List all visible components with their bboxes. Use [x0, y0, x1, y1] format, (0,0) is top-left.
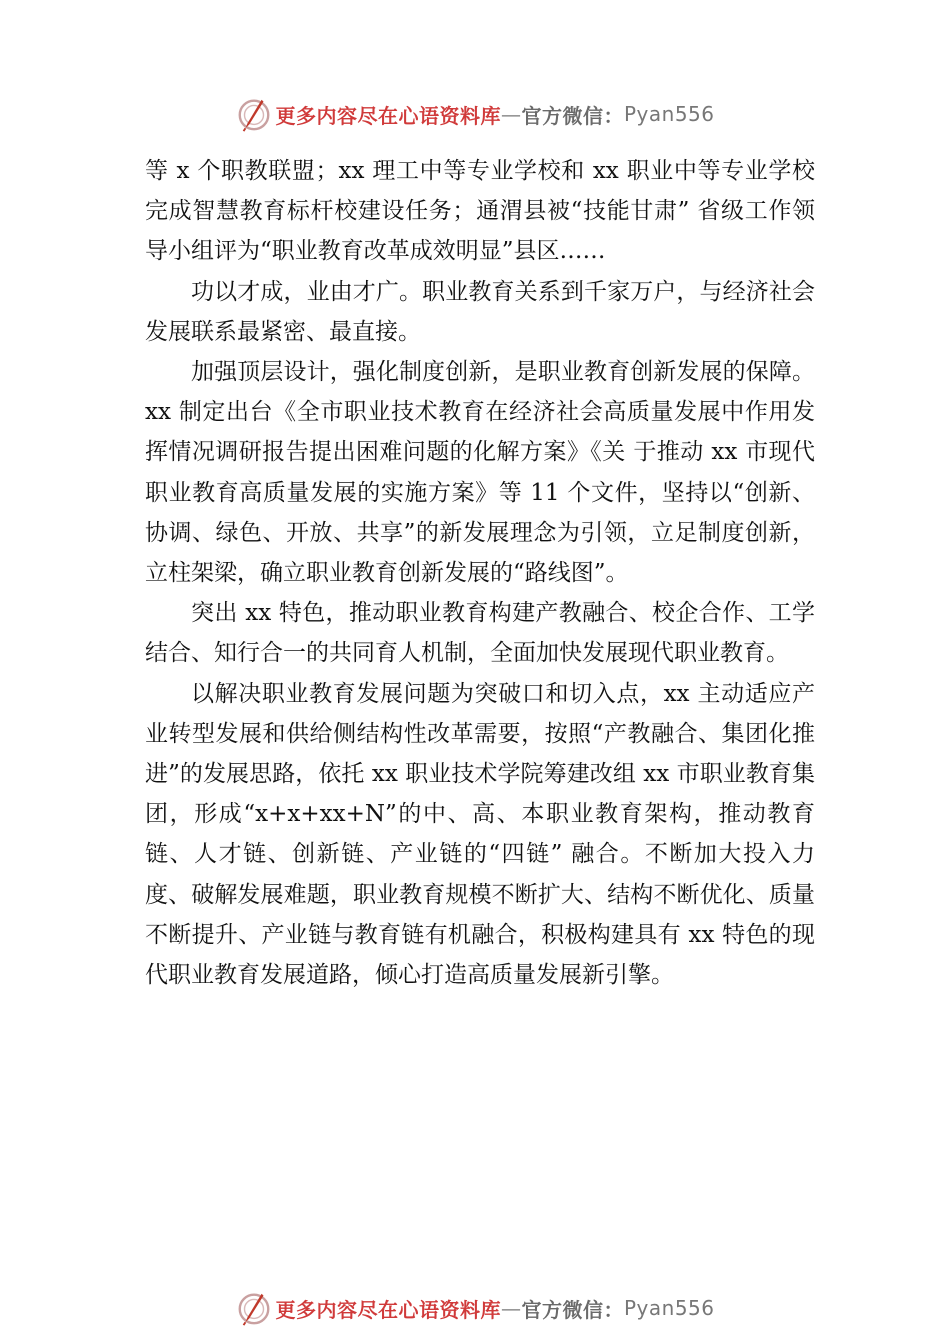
header-brand: 更多内容尽在心语资料库 — [275, 103, 501, 128]
footer-brand: 更多内容尽在心语资料库 — [275, 1297, 501, 1322]
footer-label: 官方微信： — [521, 1297, 624, 1322]
document-body — [145, 151, 815, 995]
footer-dash: — — [500, 1296, 522, 1320]
paragraph-2: 功以才成，业由才广。职业教育关系到千家万户，与经济社会发展联系最紧密、最直接。 — [145, 278, 815, 345]
paragraph-5: 以解决职业教育发展问题为突破口和切入点，xx 主动适应产业转型发展和供给侧结构性改革需要，按照“产教融合、集团化推进”的发展思路，依托 xx 职业技术学院筹建改组 xx 市职业教育集团，形成“x+x+xx+N”的中、高、本职业教育架构，推动教育链、人才链、创新链、产业链的“四链” 融合。不断加大投入力度、破解发展难题，职业教育规模不断扩大、结构不断优化、质量不断提升、产业链与教育链有机融合，积极构建具有 xx 特色的现代职业教育发展道路，倾心打造高质量发展新引擎。 — [145, 680, 815, 989]
header-label: 官方微信： — [521, 103, 624, 128]
footer-wechat-id: Pyan556 — [623, 1296, 715, 1320]
paragraph-1: 等 x 个职教联盟；xx 理工中等专业学校和 xx 职业中等专业学校完成智慧教育标杆校建设任务；通渭县被“技能甘肃” 省级工作领导小组评为“职业教育改革成效明显”县区…… — [145, 158, 815, 265]
footer-banner — [0, 1288, 950, 1328]
header-dash: — — [500, 102, 522, 126]
paragraph-4: 突出 xx 特色，推动职业教育构建产教融合、校企合作、工学结合、知行合一的共同育人机制，全面加快发展现代职业教育。 — [145, 600, 815, 667]
paragraph-3: 加强顶层设计，强化制度创新，是职业教育创新发展的保障。xx 制定出台《全市职业技术教育在经济社会高质量发展中作用发挥情况调研报告提出困难问题的化解方案》《关 于推动 xx 市现代职业教育高质量发展的实施方案》等 11 个文件，坚持以“创新、协调、绿色、开放、共享”的新发展理念为引领，立足制度创新，立柱架梁，确立职业教育创新发展的“路线图”。 — [145, 359, 815, 587]
header-banner — [0, 94, 950, 134]
header-wechat-id: Pyan556 — [623, 102, 715, 126]
brush-pen-seal-icon — [235, 1289, 273, 1327]
brush-pen-seal-icon — [235, 95, 273, 133]
